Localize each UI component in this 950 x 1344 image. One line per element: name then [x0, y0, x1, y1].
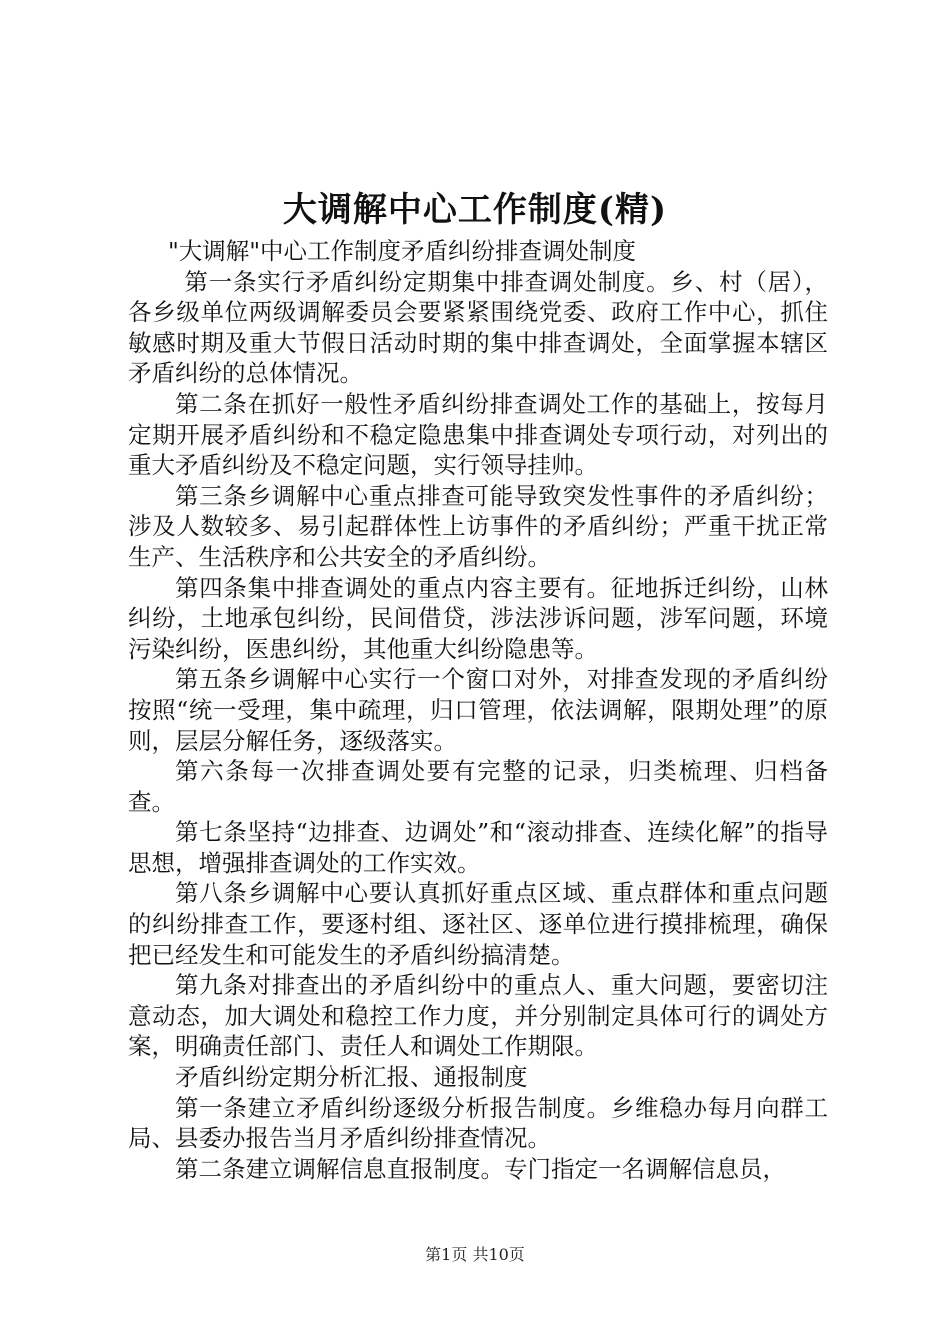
document-title: 大调解中心工作制度(精) [282, 190, 668, 230]
section-heading: 矛盾纠纷定期分析汇报、通报制度 [175, 1063, 528, 1092]
document-body [128, 236, 828, 1184]
paragraph: 第一条建立矛盾纠纷逐级分析报告制度。乡维稳办每月向群工局、县委办报告当月矛盾纠纷排查情况。 [128, 1093, 828, 1153]
paragraph: 第四条集中排查调处的重点内容主要有。征地拆迁纠纷，山林纠纷，土地承包纠纷，民间借贷，涉法涉诉问题，涉军问题，环境污染纠纷，医患纠纷，其他重大纠纷隐患等。 [128, 573, 828, 663]
section-heading: "大调解"中心工作制度矛盾纠纷排查调处制度 [167, 237, 637, 265]
paragraph: 第九条对排查出的矛盾纠纷中的重点人、重大问题，要密切注意动态，加大调处和稳控工作力度，并分别制定具体可行的调处方案，明确责任部门、责任人和调处工作期限。 [128, 971, 828, 1061]
paragraph: 第六条每一次排查调处要有完整的记录，归类梳理、归档备查。 [128, 757, 828, 816]
paragraph: 第八条乡调解中心要认真抓好重点区域、重点群体和重点问题的纠纷排查工作，要逐村组、逐社区、逐单位进行摸排梳理，确保把已经发生和可能发生的矛盾纠纷搞清楚。 [128, 879, 828, 969]
paragraph: 第二条建立调解信息直报制度。专门指定一名调解信息员， [175, 1154, 786, 1183]
paragraph: 第一条实行矛盾纠纷定期集中排查调处制度。乡、村（居），各乡级单位两级调解委员会要紧紧围绕党委、政府工作中心，抓住敏感时期及重大节假日活动时期的集中排查调处，全面掌握本辖区矛盾纠纷的总体情况。 [128, 267, 828, 388]
paragraph: 第三条乡调解中心重点排查可能导致突发性事件的矛盾纠纷；涉及人数较多、易引起群体性上访事件的矛盾纠纷；严重干扰正常生产、生活秩序和公共安全的矛盾纠纷。 [128, 481, 828, 571]
paragraph: 第五条乡调解中心实行一个窗口对外，对排查发现的矛盾纠纷按照“统一受理，集中疏理，归口管理，依法调解，限期处理”的原则，层层分解任务，逐级落实。 [128, 665, 828, 755]
paragraph: 第七条坚持“边排查、边调处”和“滚动排查、连续化解”的指导思想，增强排查调处的工作实效。 [128, 818, 828, 877]
paragraph: 第二条在抓好一般性矛盾纠纷排查调处工作的基础上，按每月定期开展矛盾纠纷和不稳定隐患集中排查调处专项行动，对列出的重大矛盾纠纷及不稳定问题，实行领导挂帅。 [128, 389, 828, 480]
page-number-footer: 第1页 共10页 [425, 1245, 525, 1264]
